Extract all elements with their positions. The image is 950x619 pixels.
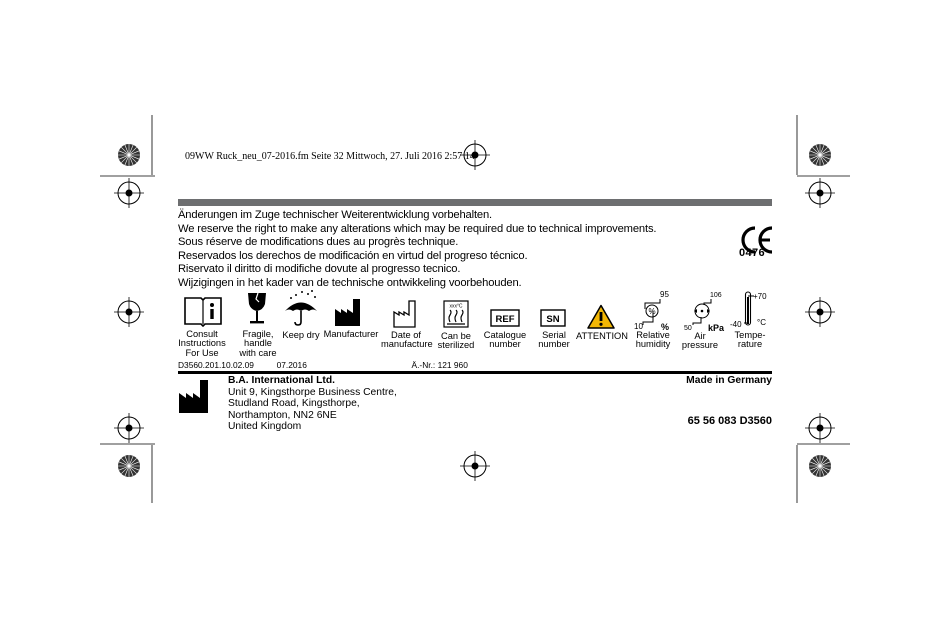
address-line: United Kingdom (228, 421, 302, 432)
manufacturer-factory-icon (334, 297, 364, 327)
svg-text:+70: +70 (753, 292, 767, 301)
svg-text:kPa: kPa (708, 323, 725, 331)
document-codes (178, 360, 468, 370)
svg-text:°C: °C (757, 318, 766, 327)
bottom-rule (178, 371, 772, 374)
article-code: Ä.-Nr.: 121 960 (411, 360, 468, 370)
air-pressure-limit-icon (683, 289, 725, 331)
address-line: Unit 9, Kingsthorpe Business Centre, (228, 386, 397, 398)
temperature-limit-icon (730, 289, 772, 333)
humidity-label: Relative humidity (635, 330, 671, 350)
doc-code: D3560.201.10.02.09 (178, 360, 254, 370)
air-pressure-label: Air pressure (681, 331, 719, 351)
sterilized-icon (443, 300, 469, 328)
humidity-limit-icon (633, 289, 673, 331)
consult-instructions-icon (183, 294, 223, 327)
catalogue-label: Catalogue number (483, 330, 527, 350)
fragile-label: Fragile, handle with care (239, 329, 277, 358)
svg-text:SN: SN (546, 314, 560, 325)
temperature-label: Tempe- rature (734, 330, 766, 350)
keep-dry-umbrella-icon (282, 289, 320, 327)
svg-text:106: 106 (710, 292, 722, 299)
svg-text:50: 50 (684, 325, 692, 331)
date-of-manufacture-label: Date of manufacture (381, 330, 433, 350)
address-line: Studland Road, Kingsthorpe, (228, 398, 360, 409)
svg-text:10: 10 (634, 322, 643, 331)
keep-dry-label: Keep dry (282, 330, 320, 340)
address-line: Northampton, NN2 6NE (228, 409, 337, 421)
manufacturer-address (228, 375, 397, 433)
doc-date: 07.2016 (276, 360, 307, 370)
manufacturer-label: Manufacturer (323, 329, 379, 339)
fragile-glass-icon (245, 292, 269, 328)
catalogue-ref-icon (490, 309, 520, 327)
attention-warning-icon (587, 304, 615, 329)
svg-text:95: 95 (660, 290, 669, 299)
sterilized-label: Can be sterilized (437, 331, 475, 351)
manufacturer-factory-icon-large (178, 378, 212, 414)
notified-body-number: 0476 (739, 247, 766, 259)
notice-line-en: We reserve the right to make any alterations which may be required due to technical improvements. (178, 222, 657, 235)
company-name: B.A. International Ltd. (228, 375, 335, 386)
svg-text:-40: -40 (730, 320, 742, 329)
serial-sn-icon (540, 309, 566, 327)
notice-line-fr: Sous réserve de modifications dues au progrès technique. (178, 236, 459, 248)
notice-line-nl: Wijzigingen in het kader van de technische ontwikkeling voorbehouden. (178, 276, 522, 289)
svg-text:REF: REF (495, 314, 515, 325)
date-of-manufacture-icon (393, 298, 419, 328)
print-info-header: 09WW Ruck_neu_07-2016.fm Seite 32 Mittwoch, 27. Juli 2016 2:57 14 (185, 151, 475, 162)
consult-label: Consult Instructions For Use (178, 329, 226, 358)
article-number: 65 56 083 D3560 (687, 415, 772, 427)
serial-label: Serial number (538, 330, 570, 350)
notice-line-it: Riservato il diritto di modifiche dovute al progresso tecnico. (178, 263, 461, 275)
made-in-germany: Made in Germany (686, 375, 772, 386)
modification-notice (178, 209, 656, 290)
svg-text:%: % (661, 322, 670, 331)
notice-line-de: Änderungen im Zuge technischer Weiterentwicklung vorbehalten. (178, 209, 493, 221)
notice-line-es: Reservados los derechos de modificación en virtud del progreso técnico. (178, 249, 528, 262)
svg-text:xxx°C: xxx°C (449, 303, 463, 310)
svg-text:%: % (648, 307, 656, 316)
attention-label: ATTENTION (576, 331, 628, 341)
top-rule (178, 199, 772, 206)
